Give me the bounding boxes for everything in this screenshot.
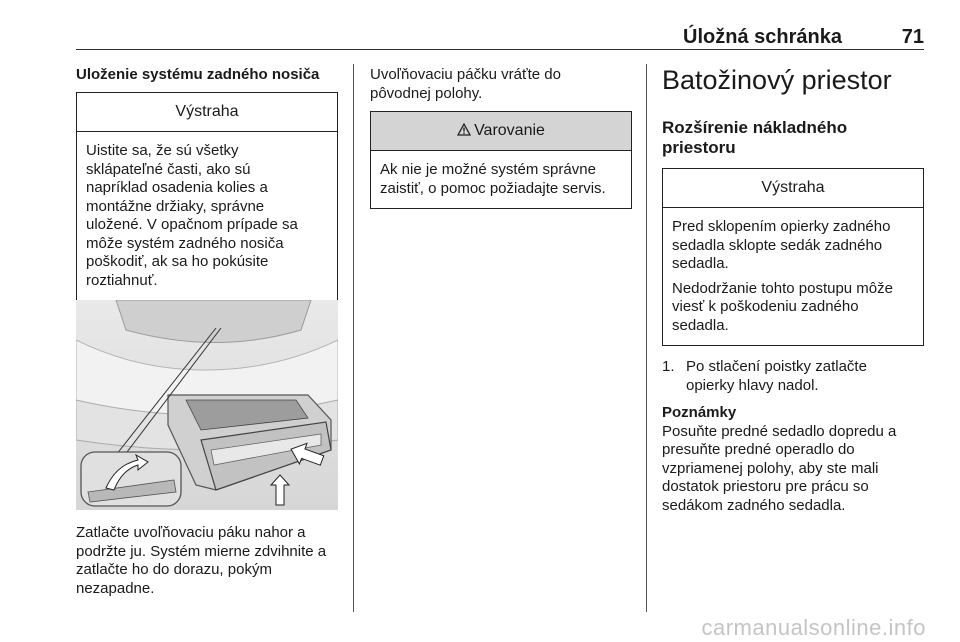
caution-heading-text: Varovanie	[474, 122, 545, 139]
figure-caption	[76, 524, 346, 598]
text-line: sklápateľné časti, ako sú	[86, 160, 251, 178]
text-line: opierky hlavy nadol.	[686, 376, 819, 394]
column-2	[370, 66, 632, 209]
text-line: napríklad osadenia kolies a	[86, 179, 268, 196]
column-divider-2	[646, 64, 647, 612]
text-line: Uistite sa, že sú všetky	[86, 142, 239, 159]
warning-paragraph	[672, 218, 915, 274]
text-line: Ak nie je možné systém správne	[380, 161, 596, 178]
column-1	[76, 66, 338, 301]
watermark: carmanualsonline.info	[701, 615, 926, 640]
step-item	[662, 358, 924, 395]
caution-box-heading	[371, 112, 631, 151]
text-line: podržte ju. Systém mierne zdvihnite a	[76, 542, 327, 560]
warning-box-body	[663, 208, 923, 345]
chapter-title: Batožinový priestor	[662, 65, 892, 95]
warning-triangle-icon	[457, 123, 471, 140]
text-line: pôvodnej polohy.	[370, 84, 483, 102]
warning-box-body	[77, 132, 337, 300]
rear-carrier-illustration	[76, 300, 338, 510]
text-line: Pred sklopením opierky zadného	[672, 218, 891, 235]
text-line: Posuňte predné sedadlo dopredu a	[662, 422, 897, 440]
text-line: presuňte predné operadlo do	[662, 441, 855, 458]
warning-paragraph	[672, 280, 915, 336]
column-3	[662, 64, 924, 515]
text-line: sedadla sklopte sedák zadného	[672, 236, 883, 254]
subsection-title: Rozšírenie nákladného priestoru	[662, 118, 848, 157]
caution-box-body	[371, 151, 631, 208]
text-line: uložené. V opačnom prípade sa	[86, 216, 298, 233]
text-line: Zatlačte uvoľňovaciu páku nahor a	[76, 524, 306, 541]
text-line: montážne držiaky, správne	[86, 197, 265, 215]
warning-box-heading: Výstraha	[663, 169, 923, 208]
text-line: sedákom zadného sedadla.	[662, 496, 846, 514]
note-title: Poznámky	[662, 404, 737, 421]
text-line: zatlačte ho do dorazu, pokým	[76, 561, 272, 578]
text-line: zaistiť, o pomoc požiadajte servis.	[380, 179, 606, 197]
page-header	[76, 26, 924, 48]
page-header-title: Úložná schránka	[683, 26, 842, 48]
warning-box	[76, 92, 338, 301]
note-body	[662, 423, 924, 516]
text-line: vzpriamenej polohy, aby ste mali	[662, 459, 879, 477]
text-line: sedadla.	[672, 255, 729, 272]
text-line: Uvoľňovaciu páčku vráťte do	[370, 66, 561, 83]
step-text	[686, 358, 867, 395]
text-line: poškodiť, ak sa ho pokúsite	[86, 253, 269, 270]
step-number: 1.	[662, 358, 675, 375]
section-title: Uloženie systému zadného nosiča	[76, 66, 320, 83]
text-line: sedadla.	[672, 316, 729, 334]
page-number: 71	[901, 26, 924, 48]
warning-box	[662, 168, 924, 346]
column-divider-1	[353, 64, 354, 612]
warning-box-heading: Výstraha	[77, 93, 337, 132]
text-line: roztiahnuť.	[86, 271, 158, 289]
header-rule	[76, 49, 924, 50]
text-line: dostatok priestoru pre prácu so	[662, 478, 869, 495]
text-line: môže systém zadného nosiča	[86, 234, 284, 252]
text-line: Nedodržanie tohto postupu môže	[672, 279, 893, 297]
caution-box	[370, 111, 632, 209]
text-line: Po stlačení poistky zatlačte	[686, 358, 867, 375]
text-line: viesť k poškodeniu zadného	[672, 298, 859, 315]
text-line: nezapadne.	[76, 579, 155, 597]
